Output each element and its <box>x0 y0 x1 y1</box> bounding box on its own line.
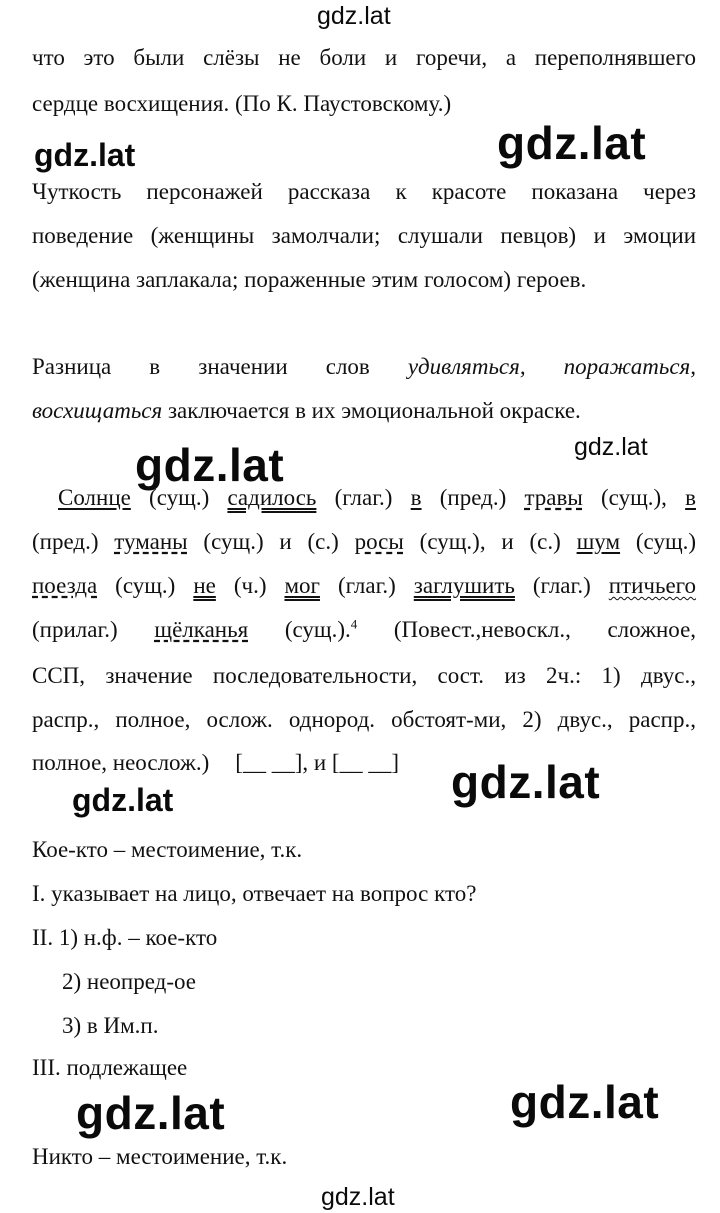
text-line: что это были слёзы не боли и горечи, а переполнявшего <box>32 45 696 70</box>
pos-tag: (сущ.). <box>284 617 351 642</box>
pos-tag: (пред.) <box>439 485 507 510</box>
pos-tag: (сущ.) <box>635 529 697 554</box>
pos-tag: (сущ.) <box>149 485 210 510</box>
sentence-scheme: [__ __], и [__ __] <box>235 750 399 775</box>
text-line: II. 1) н.ф. – кое-кто <box>32 925 218 950</box>
pos-tag: (сущ.), <box>601 485 667 510</box>
circumstance-word: туманы <box>114 529 188 554</box>
pos-tag: (сущ.) и (с.) <box>203 529 339 554</box>
text-span: заключается в их эмоциональной окраске. <box>162 398 581 423</box>
preposition-word: в <box>410 485 422 510</box>
text-line: поведение (женщины замолчали; слушали певцов) и эмоции <box>32 223 696 248</box>
text-span: (Повест.,невоскл., сложное, <box>393 617 697 642</box>
parsed-line <box>58 484 696 512</box>
watermark: gdz.lat <box>510 1076 660 1128</box>
text-line <box>32 397 581 425</box>
pos-tag: (пред.) <box>32 529 99 554</box>
text-line: (женщина заплакала; пораженные этим голосом) героев. <box>32 267 587 292</box>
text-line: ССП, значение последовательности, сост. из 2ч.: 1) двус., <box>32 663 696 688</box>
text-line: III. подлежащее <box>32 1055 188 1080</box>
watermark: gdz.lat <box>321 1183 395 1211</box>
watermark: gdz.lat <box>135 439 285 491</box>
attribute-word: птичьего <box>608 573 697 598</box>
text-line: сердце восхищения. (По К. Паустовскому.) <box>32 91 452 116</box>
pos-tag: (глаг.) <box>337 573 396 598</box>
watermark: gdz.lat <box>76 1087 226 1139</box>
footnote-mark: 4 <box>350 616 358 632</box>
text-line: 3) в Им.п. <box>62 1013 159 1038</box>
pos-tag: (сущ.) <box>115 573 176 598</box>
watermark: gdz.lat <box>574 433 648 461</box>
object-word: поезда <box>32 573 98 598</box>
circumstance-word: травы <box>524 485 583 510</box>
text-line: I. указывает на лицо, отвечает на вопрос кто? <box>32 881 477 906</box>
text-line: Никто – местоимение, т.к. <box>32 1144 288 1169</box>
pos-tag-with-footnote <box>285 617 357 642</box>
parsed-line <box>32 572 696 600</box>
watermark: gdz.lat <box>34 137 136 173</box>
text-line: распр., полное, ослож. однород. обстоят-ми, 2) двус., распр., <box>32 707 696 732</box>
pos-tag: (глаг.) <box>334 485 393 510</box>
preposition-word: в <box>685 485 697 510</box>
text-span: полное, неослож.) <box>32 750 210 775</box>
text-span: Разница в значении слов <box>32 354 408 379</box>
parsed-line <box>32 616 696 644</box>
subject-word: шум <box>576 529 621 554</box>
pos-tag: (прилаг.) <box>32 617 118 642</box>
circumstance-word: росы <box>354 529 404 554</box>
italic-words: удивляться, поражаться, <box>407 354 696 379</box>
text-line: Чуткость персонажей рассказа к красоте показана через <box>32 179 696 204</box>
watermark: gdz.lat <box>497 117 647 169</box>
object-word: щёлканья <box>154 617 249 642</box>
text-line: Кое-кто – местоимение, т.к. <box>32 837 303 862</box>
text-line <box>32 353 696 381</box>
predicate-word: не <box>193 573 216 598</box>
predicate-word: заглушить <box>413 573 515 598</box>
predicate-word: мог <box>284 573 320 598</box>
subject-word: Солнце <box>58 485 131 510</box>
pos-tag: (глаг.) <box>532 573 591 598</box>
parsed-line <box>32 528 696 556</box>
predicate-word: садилось <box>227 485 317 510</box>
text-line: 2) неопред-ое <box>62 969 196 994</box>
watermark: gdz.lat <box>451 756 601 808</box>
italic-word: восхищаться <box>32 398 163 423</box>
watermark: gdz.lat <box>317 2 391 30</box>
text-line <box>32 749 399 777</box>
pos-tag: (сущ.), и (с.) <box>419 529 561 554</box>
watermark: gdz.lat <box>72 782 174 818</box>
pos-tag: (ч.) <box>233 573 267 598</box>
